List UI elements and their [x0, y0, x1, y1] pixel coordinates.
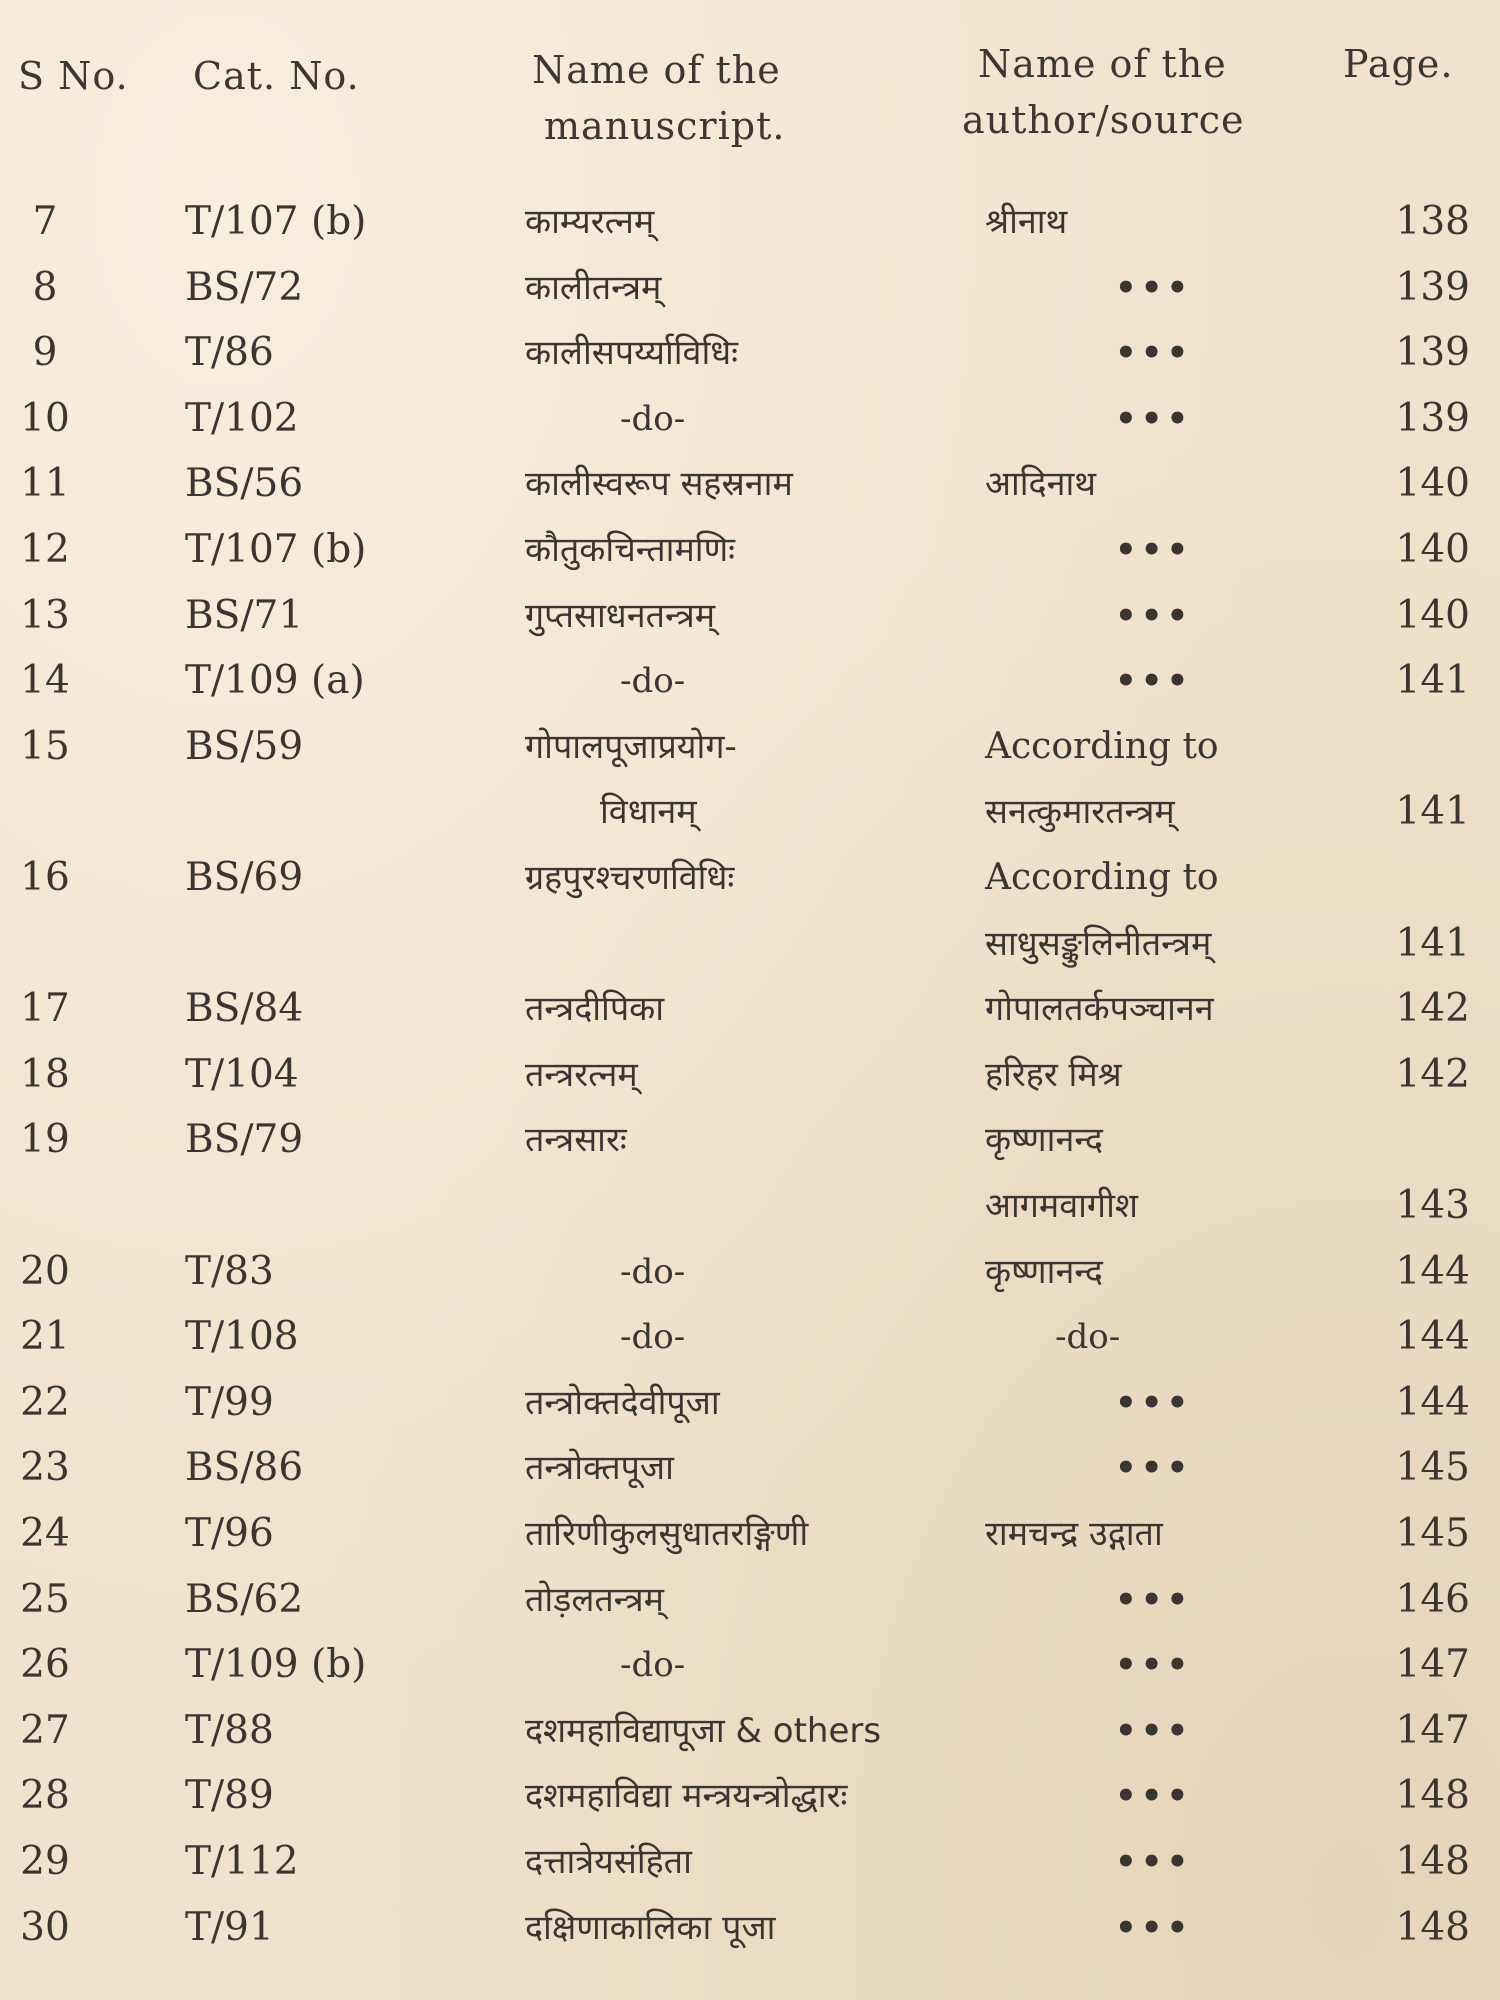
author-source: ••• [1115, 267, 1193, 308]
serial-number: 30 [20, 1904, 70, 1950]
table-row [0, 1305, 1500, 1369]
manuscript-name: ग्रहपुरश्चरणविधिः [525, 858, 735, 898]
author-source: रामचन्द्र उद्गाता [985, 1514, 1163, 1554]
catalog-number: BS/62 [185, 1576, 304, 1622]
serial-number: 22 [20, 1379, 70, 1425]
table-row [0, 1371, 1500, 1435]
author-source: ••• [1115, 1776, 1193, 1817]
author-source: ••• [1115, 1382, 1193, 1423]
author-source: आदिनाथ [985, 464, 1097, 505]
manuscript-name: गोपालपूजाप्रयोग- [525, 726, 737, 767]
header-author-line1: Name of the [978, 42, 1227, 86]
serial-number: 7 [32, 199, 58, 244]
table-row [0, 452, 1500, 516]
table-row [0, 387, 1500, 451]
author-source: सनत्कुमारतन्त्रम् [985, 792, 1175, 833]
manuscript-name: तन्त्रसारः [525, 1120, 627, 1161]
serial-number: 13 [20, 592, 70, 638]
page-number: 140 [1395, 527, 1470, 572]
manuscript-name: तन्त्रोक्तपूजा [525, 1448, 674, 1489]
author-source: ••• [1115, 661, 1193, 702]
table-row [0, 649, 1500, 713]
serial-number: 10 [20, 395, 70, 441]
serial-number: 26 [20, 1642, 70, 1688]
manuscript-name: तन्त्ररत्नम् [525, 1054, 638, 1095]
header-manuscript-name-line2: manuscript. [544, 104, 786, 148]
catalog-number: T/108 [185, 1314, 299, 1360]
catalog-number: T/86 [185, 330, 274, 376]
manuscript-name: -do- [620, 661, 686, 702]
serial-number: 29 [20, 1839, 70, 1884]
page-number: 144 [1395, 1379, 1470, 1425]
manuscript-name: कालीस्वरूप सहस्रनाम [525, 464, 793, 505]
author-source: हरिहर मिश्र [985, 1054, 1122, 1095]
manuscript-name: दशमहाविद्या मन्त्रयन्त्रोद्धारः [525, 1776, 848, 1817]
page-number: 142 [1395, 986, 1470, 1032]
catalog-number: BS/84 [185, 986, 304, 1032]
page-number: 143 [1395, 1183, 1470, 1228]
header-author-source [962, 36, 1270, 148]
table-row [0, 715, 1500, 779]
author-source: आगमवागीश [985, 1186, 1138, 1226]
page-number: 142 [1395, 1051, 1470, 1097]
author-source: -do- [1055, 1317, 1121, 1358]
catalog-number: BS/56 [185, 461, 304, 507]
serial-number: 23 [20, 1445, 70, 1491]
table-row [0, 1568, 1500, 1632]
manuscript-name: -do- [620, 398, 686, 439]
manuscript-name: तन्त्रोक्तदेवीपूजा [525, 1382, 720, 1423]
page-number: 145 [1395, 1445, 1470, 1491]
page-number: 141 [1395, 920, 1470, 966]
catalog-number: T/104 [185, 1051, 299, 1097]
catalog-number: T/88 [185, 1707, 274, 1753]
page-number: 148 [1395, 1904, 1470, 1950]
table-row [0, 1764, 1500, 1828]
serial-number: 21 [20, 1314, 70, 1360]
serial-number: 17 [20, 986, 70, 1032]
serial-number: 18 [20, 1051, 70, 1097]
page-number: 144 [1395, 1314, 1470, 1360]
page-number: 139 [1395, 395, 1470, 441]
manuscript-name: दत्तात्रेयसंहिता [525, 1842, 692, 1882]
author-source: साधुसङ्कुलिनीतन्त्रम् [985, 923, 1212, 964]
catalog-number: T/102 [185, 395, 299, 441]
header-author-line2: author/source [962, 98, 1245, 142]
catalog-number: BS/71 [185, 592, 304, 638]
page-number: 147 [1395, 1642, 1470, 1688]
page-number: 139 [1395, 330, 1470, 376]
manuscript-name: गुप्तसाधनतन्त्रम् [525, 595, 716, 636]
author-source: According to [985, 857, 1219, 898]
table-header [0, 0, 1500, 190]
author-source: ••• [1115, 1448, 1193, 1489]
serial-number: 16 [20, 855, 70, 900]
serial-number: 14 [20, 658, 70, 704]
page-number: 138 [1395, 199, 1470, 244]
page-number: 140 [1395, 461, 1470, 507]
header-page: Page. [1343, 42, 1454, 86]
table-row [0, 1896, 1500, 1960]
serial-number: 20 [20, 1248, 70, 1294]
serial-number: 15 [20, 723, 70, 769]
manuscript-name: विधानम् [600, 792, 697, 833]
catalog-number: T/112 [185, 1839, 299, 1884]
manuscript-name: तन्त्रदीपिका [525, 989, 665, 1030]
header-manuscript-name [532, 42, 832, 154]
table-row [0, 846, 1500, 910]
table-row [0, 1108, 1500, 1172]
author-source: According to [985, 725, 1219, 767]
author-source: ••• [1115, 1710, 1193, 1751]
serial-number: 11 [20, 461, 70, 507]
serial-number: 28 [20, 1773, 70, 1819]
table-row [0, 1043, 1500, 1107]
author-source: ••• [1115, 1645, 1193, 1686]
author-source: ••• [1115, 398, 1193, 439]
serial-number: 8 [32, 264, 58, 310]
page-number: 141 [1395, 789, 1470, 835]
table-row [0, 584, 1500, 648]
author-source: कृष्णानन्द [985, 1251, 1103, 1292]
header-sno: S No. [18, 54, 129, 98]
manuscript-name: काम्यरत्नम् [525, 202, 655, 242]
catalog-number: T/91 [185, 1904, 274, 1950]
catalog-number: BS/86 [185, 1445, 304, 1491]
header-manuscript-name-line1: Name of the [532, 48, 781, 92]
author-source: ••• [1115, 1907, 1193, 1948]
manuscript-name: तारिणीकुलसुधातरङ्गिणी [525, 1514, 809, 1554]
manuscript-name: दशमहाविद्यापूजा & others [525, 1710, 882, 1751]
catalog-number: T/107 (b) [185, 199, 367, 244]
serial-number: 12 [20, 527, 70, 572]
catalog-number: T/89 [185, 1773, 274, 1819]
page-number: 144 [1395, 1248, 1470, 1294]
table-row [0, 518, 1500, 582]
table-row [0, 1830, 1500, 1894]
author-source: ••• [1115, 1579, 1193, 1620]
manuscript-name: तोड़लतन्त्रम् [525, 1579, 664, 1620]
table-row [0, 190, 1500, 254]
catalog-number: T/96 [185, 1511, 274, 1556]
table-row [0, 1240, 1500, 1304]
manuscript-name: -do- [620, 1317, 686, 1358]
table-row [0, 256, 1500, 320]
page-number: 148 [1395, 1839, 1470, 1884]
table-row [0, 1633, 1500, 1697]
table-row [0, 912, 1500, 976]
author-source: कृष्णानन्द [985, 1120, 1103, 1161]
catalog-number: BS/59 [185, 723, 304, 769]
table-row [0, 1699, 1500, 1763]
author-source: ••• [1115, 1842, 1193, 1882]
catalog-number: BS/79 [185, 1117, 304, 1163]
manuscript-name: कालीसपर्य्याविधिः [525, 333, 739, 374]
author-source: ••• [1115, 595, 1193, 636]
serial-number: 25 [20, 1576, 70, 1622]
catalog-number: BS/69 [185, 855, 304, 900]
author-source: गोपालतर्कपञ्चानन [985, 989, 1214, 1030]
table-row [0, 977, 1500, 1041]
manuscript-name: दक्षिणाकालिका पूजा [525, 1907, 776, 1948]
page-number: 140 [1395, 592, 1470, 638]
author-source: ••• [1115, 333, 1193, 374]
header-cat-no: Cat. No. [193, 54, 360, 98]
author-source: श्रीनाथ [985, 202, 1068, 242]
catalog-number: T/107 (b) [185, 527, 367, 572]
catalog-number: T/109 (a) [185, 658, 365, 704]
serial-number: 27 [20, 1707, 70, 1753]
page-number: 139 [1395, 264, 1470, 310]
page-number: 141 [1395, 658, 1470, 704]
catalog-number: T/109 (b) [185, 1642, 367, 1688]
catalog-number: BS/72 [185, 264, 304, 310]
manuscript-name: कालीतन्त्रम् [525, 267, 662, 308]
page-number: 145 [1395, 1511, 1470, 1556]
page-number: 148 [1395, 1773, 1470, 1819]
catalog-number: T/83 [185, 1248, 274, 1294]
manuscript-name: -do- [620, 1645, 686, 1686]
manuscript-name: कौतुकचिन्तामणिः [525, 530, 736, 570]
table-row [0, 1174, 1500, 1238]
table-row [0, 1502, 1500, 1566]
serial-number: 19 [20, 1117, 70, 1163]
serial-number: 24 [20, 1511, 70, 1556]
table-row [0, 1436, 1500, 1500]
table-row [0, 321, 1500, 385]
catalog-number: T/99 [185, 1379, 274, 1425]
page-number: 146 [1395, 1576, 1470, 1622]
page-number: 147 [1395, 1707, 1470, 1753]
author-source: ••• [1115, 530, 1193, 570]
table-row [0, 780, 1500, 844]
manuscript-name: -do- [620, 1251, 686, 1292]
serial-number: 9 [32, 330, 58, 376]
